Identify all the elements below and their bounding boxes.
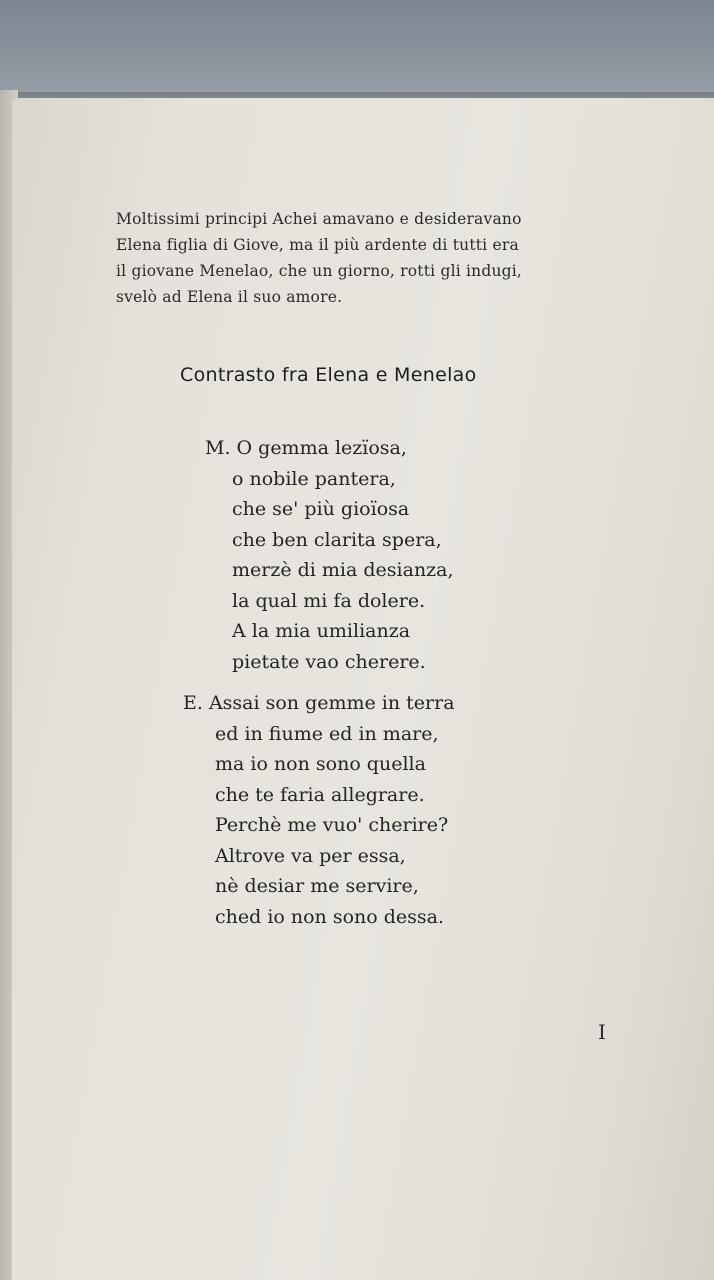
verse-line: A la mia umilianza (232, 620, 411, 642)
verse-line: la qual mi fa dolere. (232, 589, 426, 612)
verse-line: Perchè me vuo' cherire? (215, 814, 449, 836)
verse-line: che te faria allegrare. (215, 783, 425, 806)
stanza-menelao (205, 433, 454, 677)
intro-paragraph (116, 206, 586, 310)
verse-line: Altrove va per essa, (215, 844, 406, 867)
stanza-elena (183, 688, 455, 932)
verse-line: E. Assai son gemme in terra (183, 692, 455, 714)
intro-line: il giovane Menelao, che un giorno, rotti gli indugi, (116, 262, 523, 280)
verse-line: che se' più gioïosa (232, 498, 410, 520)
poem-title: Contrasto fra Elena e Menelao (180, 364, 477, 386)
verse-line: M. O gemma lezïosa, (205, 437, 407, 459)
verse-line: ched io non sono dessa. (215, 905, 445, 928)
intro-line: Moltissimi principi Achei amavano e desideravano (116, 210, 522, 228)
intro-line: Elena figlia di Giove, ma il più ardente di tutti era (116, 236, 519, 254)
book-cover (0, 0, 714, 102)
verse-line: pietate vao cherere. (232, 650, 426, 673)
verse-line: merzè di mia desianza, (232, 559, 454, 581)
intro-line: svelò ad Elena il suo amore. (116, 288, 343, 306)
page-number: I (598, 1020, 606, 1044)
verse-line: nè desiar me servire, (215, 875, 419, 897)
verse-line: ma io non sono quella (215, 753, 426, 775)
verse-line: che ben clarita spera, (232, 528, 442, 551)
verse-line: o nobile pantera, (232, 467, 396, 490)
verse-line: ed in fiume ed in mare, (215, 722, 439, 745)
